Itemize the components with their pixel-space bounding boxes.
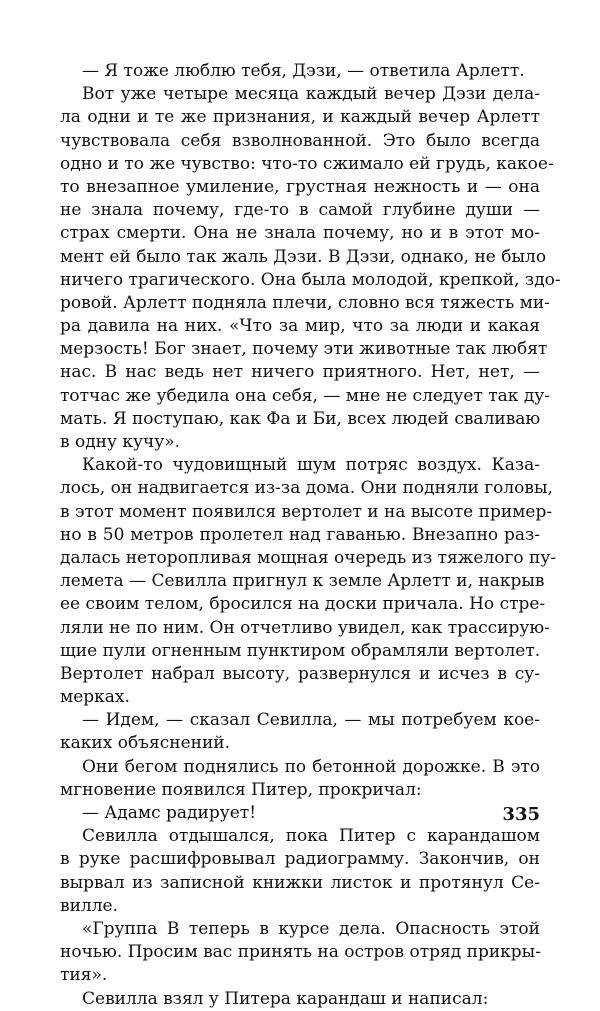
text-line: лось, он надвигается из-за дома. Они подняли головы, [60, 478, 553, 499]
text-line: ночью. Просим вас принять на остров отряд прикры- [60, 942, 541, 963]
text-line: Вот уже четыре месяца каждый вечер Дэзи дела- [82, 84, 540, 105]
text-line: Они бегом поднялись по бетонной дорожке. В это [82, 756, 540, 777]
text-line: каких объяснений. [60, 733, 231, 754]
text-line: тия». [60, 965, 108, 986]
text-line: лемета — Севилла пригнул к земле Арлетт и, накрыв [60, 571, 545, 592]
text-line: в одну кучу». [60, 432, 181, 452]
text-line: ляли не по ним. Он отчетливо увидел, как трассирую- [60, 617, 550, 638]
paragraph [60, 802, 540, 825]
text-line: но в 50 метров пролетел над гаванью. Внезапно раз- [60, 524, 540, 545]
text-line: далась неторопливая мощная очередь из тяжелого пу- [60, 547, 557, 568]
paragraph [60, 83, 561, 454]
text-line: не знала почему, где-то в самой глубине души — [60, 200, 540, 221]
text-line: нас. В нас ведь нет ничего приятного. Нет, нет, — [60, 362, 540, 383]
text-line: Севилла отдышался, пока Питер с карандашом [82, 826, 540, 847]
page-number: 335 [502, 804, 540, 825]
text-line: «Группа В теперь в курсе дела. Опасность этой [82, 918, 540, 939]
text-line: Какой-то чудовищный шум потряс воздух. Каза- [82, 455, 540, 476]
paragraph [60, 825, 540, 918]
text-line: — Я тоже люблю тебя, Дэзи, — ответила Арлетт. [82, 61, 525, 81]
text-line: мерзость! Бог знает, почему эти животные так любят [60, 339, 548, 360]
paragraph [60, 60, 540, 83]
text-line: ла одни и те же признания, и каждый вечер Арлетт [60, 107, 540, 128]
text-line: в этот момент появился вертолет и на высоте пример- [60, 501, 553, 522]
text-line: то внезапное умиление, грустная нежность и — она [60, 176, 540, 197]
book-page [60, 60, 561, 1009]
text-line: чувствовала себя взволнованной. Это было всегда [60, 130, 540, 151]
text-line: ровой. Арлетт подняла плечи, словно вся тяжесть ми- [60, 292, 550, 313]
text-line: — Адамс радирует! [82, 803, 257, 823]
text-line: тотчас же убедила она себя, — мне не следует так ду- [60, 385, 551, 406]
text-line: ра давила на них. «Что за мир, что за люди и какая [60, 316, 540, 337]
text-line: страх смерти. Она не знала почему, но и в этот мо- [60, 223, 540, 244]
text-line: одно и то же чувство: что-то сжимало ей грудь, какое- [60, 153, 554, 174]
text-line: мерках. [60, 687, 130, 708]
paragraph [60, 918, 540, 988]
body-text [60, 60, 561, 1011]
text-line: Севилла взял у Питера карандаш и написал: [82, 988, 489, 1009]
text-line: щие пули огненным пунктиром обрамляли вертолет. [60, 640, 541, 661]
text-line: в руке расшифровывал радиограмму. Закончив, он [60, 849, 540, 870]
text-line: — Идем, — сказал Севилла, — мы потребуем кое- [82, 710, 540, 731]
paragraph [60, 709, 540, 755]
text-line: ее своим телом, бросился на доски причала. Но стре- [60, 594, 546, 615]
paragraph [60, 756, 540, 802]
text-line: мать. Я поступаю, как Фа и Би, всех людей сваливаю [60, 408, 541, 429]
text-line: Вертолет набрал высоту, развернулся и исчез в су- [60, 663, 540, 684]
paragraph [60, 454, 557, 709]
paragraph [60, 988, 540, 1011]
text-line: мент ей было так жаль Дэзи. В Дэзи, однако, не было [60, 246, 547, 267]
text-line: вырвал из записной книжки листок и протянул Се- [60, 872, 540, 893]
text-line: мгновение появился Питер, прокричал: [60, 779, 422, 800]
text-line: вилле. [60, 895, 118, 916]
text-line: ничего трагического. Она была молодой, крепкой, здо- [60, 269, 561, 290]
